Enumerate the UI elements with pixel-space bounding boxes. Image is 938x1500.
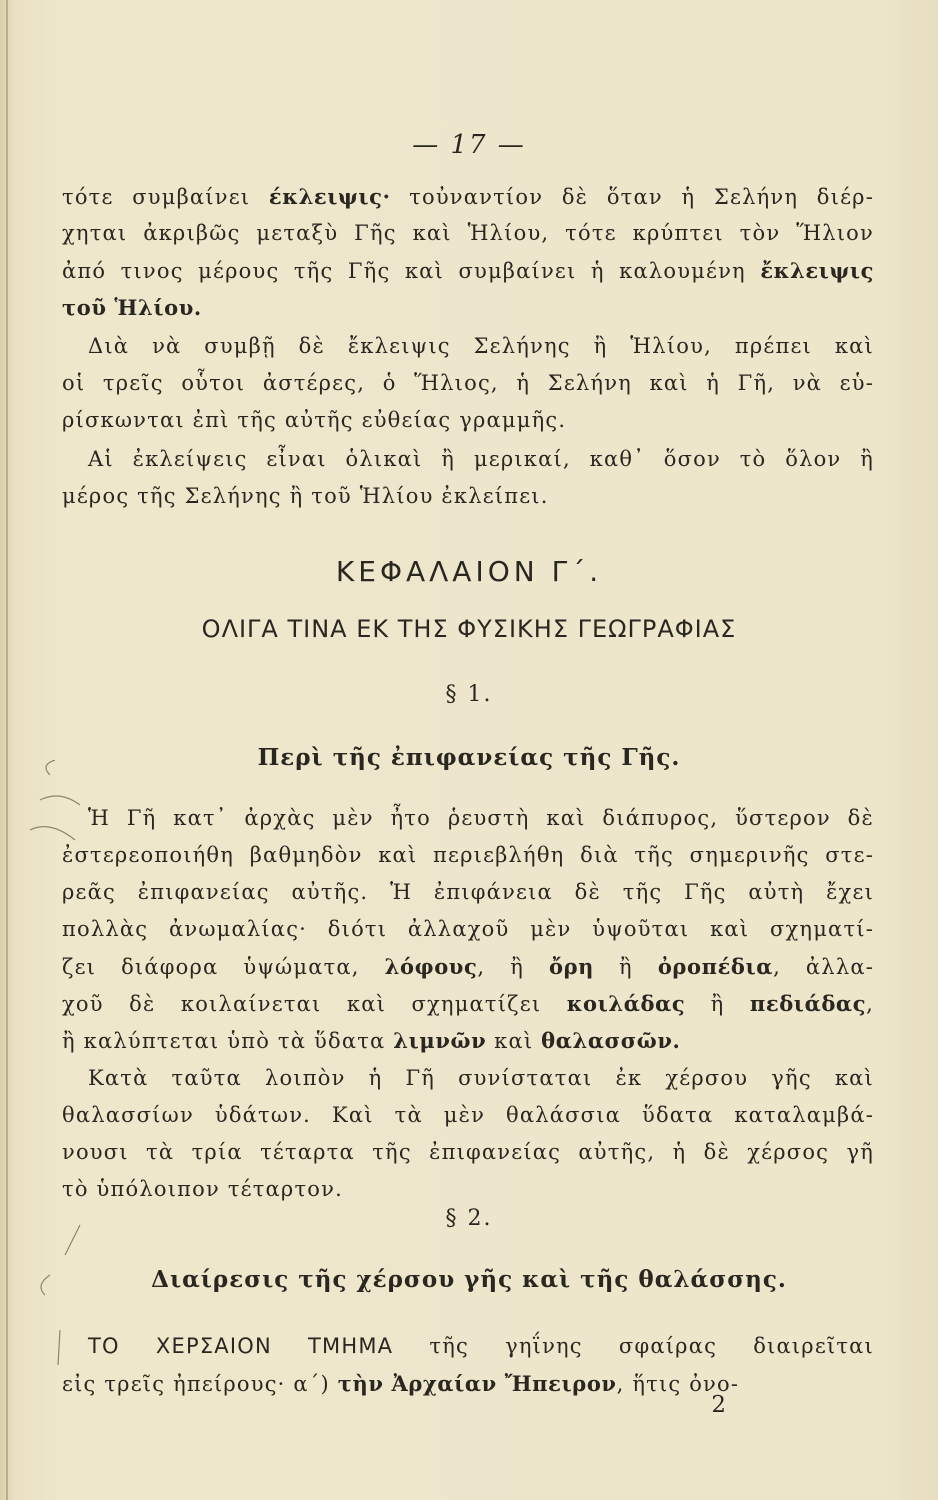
text-line: Ἡ Γῆ κατ᾿ ἀρχὰς μὲν ἦτο ῥευστὴ καὶ διάπυρος, ὕστερον δὲ	[88, 806, 874, 830]
text-line: χηται ἀκριβῶς μεταξὺ Γῆς καὶ Ἡλίου, τότε κρύπτει τὸν Ἥλιον	[62, 221, 874, 245]
chapter-title: ΚΕΦΑΛΑΙΟΝ Γ΄.	[335, 555, 603, 588]
bold-term: κοιλάδας	[566, 991, 686, 1016]
text-line: ἢ καλύπτεται ὑπὸ τὰ ὕδατα λιμνῶν καὶ θαλασσῶν.	[62, 1028, 681, 1053]
text-line: ρεᾶς ἐπιφανείας αὐτῆς. Ἡ ἐπιφάνεια δὲ τῆς Γῆς αὐτὴ ἔχει	[62, 880, 874, 904]
bold-term: έκλειψις·	[268, 184, 391, 209]
text-line: ρίσκωνται ἐπὶ τῆς αὐτῆς εὐθείας γραμμῆς.	[62, 408, 567, 432]
paragraph-continents	[62, 1328, 874, 1402]
text-line: θαλασσίων ὑδάτων. Καὶ τὰ μὲν θαλάσσια ὕδατα καταλαμβά-	[62, 1103, 874, 1127]
text-line: νουσι τὰ τρία τέταρτα τῆς ἐπιφανείας αὐτῆς, ἡ δὲ χέρσος γῆ	[62, 1140, 874, 1164]
bold-term: λιμνῶν	[393, 1028, 487, 1053]
text-line: χοῦ δὲ κοιλαίνεται καὶ σχηματίζει κοιλάδας ἢ πεδιάδας,	[62, 991, 874, 1016]
bold-term: ὄρη	[549, 954, 595, 979]
text-line: μέρος τῆς Σελήνης ἢ τοῦ Ἡλίου ἐκλείπει.	[62, 484, 549, 508]
paragraph-earth-surface	[62, 800, 874, 1059]
text-line: τότε συμβαίνει έκλειψις· τοὐναντίον δὲ ὅταν ἡ Σελήνη διέρ-	[62, 184, 874, 209]
text-line: πολλὰς ἀνωμαλίας· διότι ἀλλαχοῦ μὲν ὑψοῦται καὶ σχηματί-	[62, 917, 874, 941]
bold-term: λόφους	[384, 954, 478, 979]
bold-term: ἔκλειψις	[760, 258, 874, 283]
text-line: οἱ τρεῖς οὗτοι ἀστέρες, ὁ Ἥλιος, ἡ Σελήνη καὶ ἡ Γῆ, νὰ εὑ-	[62, 371, 874, 395]
text-line: Κατὰ ταῦτα λοιπὸν ἡ Γῆ συνίσταται ἐκ χέρσου γῆς καὶ	[88, 1066, 874, 1090]
text-line: ζει διάφορα ὑψώματα, λόφους, ἢ ὄρη ἢ ὀροπέδια, ἀλλα-	[62, 954, 874, 979]
text-line: Διὰ νὰ συμβῇ δὲ ἔκλειψις Σελήνης ἢ Ἡλίου, πρέπει καὶ	[88, 334, 874, 358]
bold-term: θαλασσῶν.	[541, 1028, 681, 1053]
text-line: εἰς τρεῖς ἠπείρους· α΄) τὴν Ἀρχαίαν Ἤπειρον, ἥτις ὀνο-	[62, 1371, 740, 1396]
section-2-heading: Διαίρεσις τῆς χέρσου γῆς καὶ τῆς θαλάσσης.	[151, 1266, 787, 1293]
text-line: τὸ ὑπόλοιπον τέταρτον.	[62, 1177, 343, 1201]
text-line: Αἱ ἐκλείψεις εἶναι ὁλικαὶ ἢ μερικαί, καθ᾿ ὅσον τὸ ὅλον ἢ	[88, 447, 874, 471]
signature-number: 2	[711, 1392, 726, 1418]
paragraph-land-water	[62, 1060, 874, 1208]
chapter-subtitle: ΟΛΙΓΑ ΤΙΝΑ ΕΚ ΤΗΣ ΦΥΣΙΚΗΣ ΓΕΩΓΡΑΦΙΑΣ	[201, 615, 737, 643]
paragraph-top	[62, 178, 874, 326]
bold-term: πεδιάδας	[749, 991, 867, 1016]
caps-term: ΤΟ ΧΕΡΣΑΙΟΝ ΤΜΗΜΑ	[88, 1334, 394, 1358]
paragraph-eclipse-alignment	[62, 328, 874, 439]
text-line: ἀπό τινος μέρους τῆς Γῆς καὶ συμβαίνει ἡ καλουμένη ἔκλειψις	[62, 258, 874, 283]
bold-term: τὴν Ἀρχαίαν Ἤπειρον	[337, 1371, 617, 1396]
bold-term: ὀροπέδια	[657, 954, 774, 979]
page-number: — 17 —	[412, 130, 526, 160]
text-line	[62, 289, 874, 326]
paragraph-eclipse-types	[62, 441, 874, 515]
bold-term: τοῦ Ἡλίου.	[62, 295, 202, 320]
section-2-mark: § 2.	[445, 1206, 493, 1231]
text-line: ἐστερεοποιήθη βαθμηδὸν καὶ περιεβλήθη διὰ τῆς σημερινῆς στε-	[62, 843, 874, 867]
section-1-mark: § 1.	[445, 682, 493, 707]
section-1-heading: Περὶ τῆς ἐπιφανείας τῆς Γῆς.	[257, 744, 681, 771]
text-line: ΤΟ ΧΕΡΣΑΙΟΝ ΤΜΗΜΑ τῆς γηΐνης σφαίρας διαιρεῖται	[88, 1334, 874, 1358]
